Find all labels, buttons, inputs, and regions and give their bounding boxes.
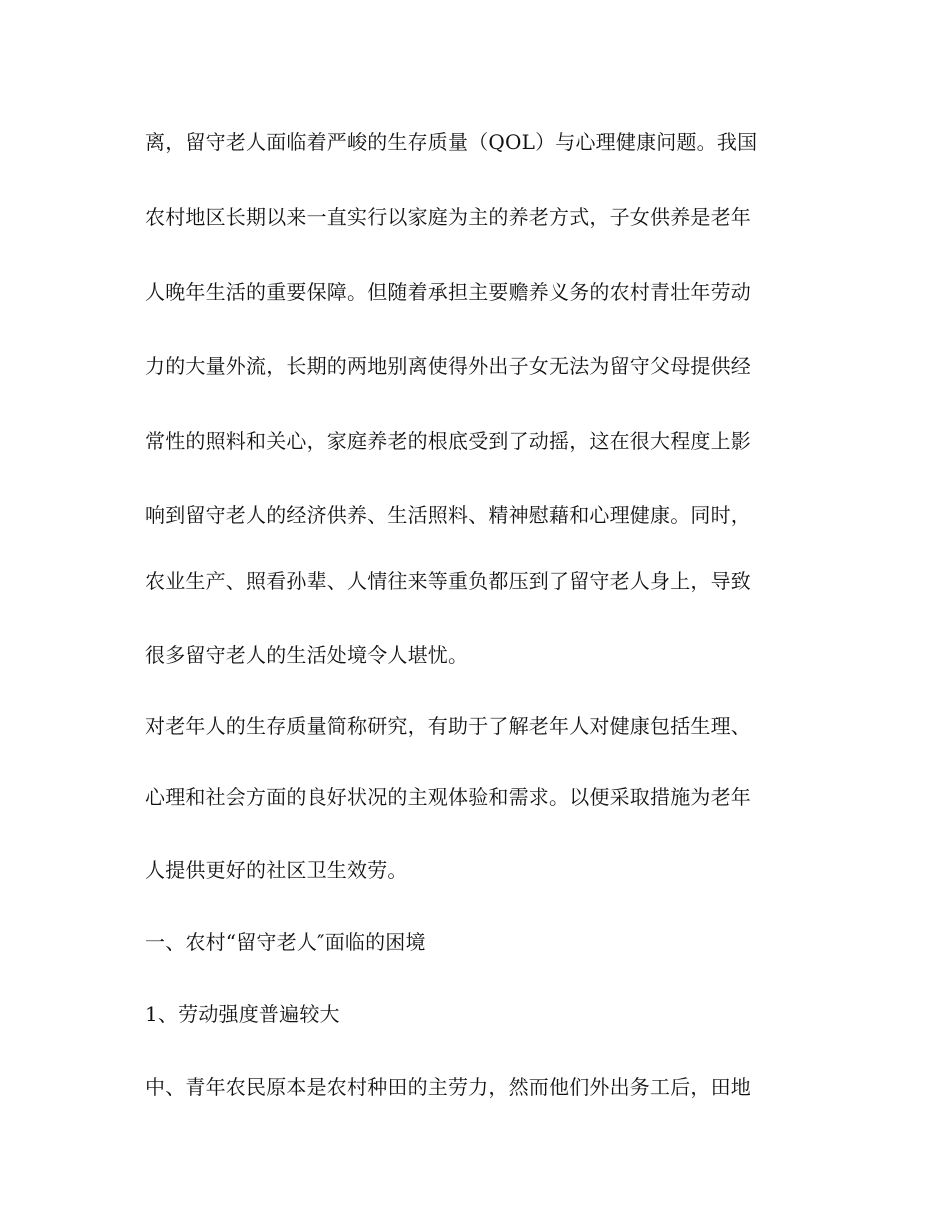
- text-line: 中、青年农民原本是农村种田的主劳力，然而他们外出务工后，田地: [145, 1075, 751, 1099]
- paragraph-line: 对老年人的生存质量简称研究，有助于了解老年人对健康包括生理、: [145, 714, 751, 738]
- text-line: 离，留守老人面临着严峻的生存质量（QOL）与心理健康问题。我国: [145, 130, 758, 154]
- text-line: 农村地区长期以来一直实行以家庭为主的养老方式，子女供养是老年: [145, 205, 751, 229]
- text-line: 力的大量外流，长期的两地别离使得外出子女无法为留守父母提供经: [145, 354, 751, 378]
- paragraph-line: 心理和社会方面的良好状况的主观体验和需求。以便采取措施为老年: [145, 785, 751, 809]
- subsection-heading: 1、劳动强度普遍较大: [145, 1002, 340, 1026]
- paragraph-line: 人提供更好的社区卫生效劳。: [145, 858, 408, 882]
- text-line: 农业生产、照看孙辈、人情往来等重负都压到了留守老人身上，导致: [145, 569, 751, 593]
- section-heading: 一、农村“留守老人″面临的困境: [145, 930, 426, 954]
- text-line: 人晚年生活的重要保障。但随着承担主要赡养义务的农村青壮年劳动: [145, 280, 751, 304]
- text-line: 很多留守老人的生活处境令人堪忧。: [145, 643, 469, 667]
- text-line: 常性的照料和关心，家庭养老的根底受到了动摇，这在很大程度上影: [145, 429, 751, 453]
- text-line: 响到留守老人的经济供养、生活照料、精神慰藉和心理健康。同时，: [145, 503, 751, 527]
